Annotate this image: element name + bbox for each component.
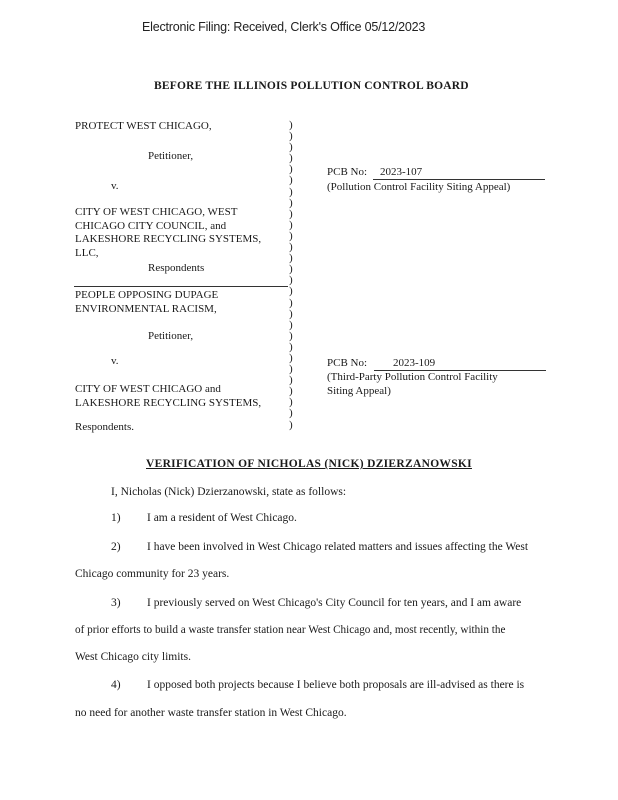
case1-respondent-label: Respondents [148,262,205,274]
item-line: I have been involved in West Chicago related matters and issues affecting the West [147,541,529,553]
case1-respondent-line: CHICAGO CITY COUNCIL, and [75,219,227,232]
case1-respondents [75,206,285,260]
verification-intro: I, Nicholas (Nick) Dzierzanowski, state as follows: [111,486,347,498]
item-line: West Chicago city limits. [75,651,191,663]
item-number: 2) [111,541,121,553]
filing-stamp: Electronic Filing: Received, Clerk's Office 05/12/2023 [142,20,426,34]
item-number: 1) [111,512,121,524]
case2-appeal-line: Siting Appeal) [327,384,391,397]
item-line: Chicago community for 23 years. [75,568,230,580]
case2-respondent-line: LAKESHORE RECYCLING SYSTEMS, [75,396,262,409]
case2-petitioner-line: PEOPLE OPPOSING DUPAGE [75,289,219,301]
case1-pcb-number: 2023-107 [380,166,423,178]
case2-petitioner-label: Petitioner, [148,330,194,342]
case2-appeal-line: (Third-Party Pollution Control Facility [327,371,498,383]
case1-respondent-line: LLC, [75,246,99,259]
verification-title: VERIFICATION OF NICHOLAS (NICK) DZIERZANOWSKI [146,458,472,470]
item-line: I previously served on West Chicago's City Council for ten years, and I am aware [147,597,522,609]
item-line: I opposed both projects because I believe both proposals are ill-advised as there is [147,679,525,691]
case2-respondent-label: Respondents. [75,421,134,433]
item-number: 3) [111,597,121,609]
board-heading: BEFORE THE ILLINOIS POLLUTION CONTROL BOARD [154,80,469,92]
case1-petitioner-name: PROTECT WEST CHICAGO, [75,120,212,132]
case1-appeal-type: (Pollution Control Facility Siting Appeal) [327,181,511,193]
case1-respondent-line: CITY OF WEST CHICAGO, WEST [75,206,238,218]
case1-respondent-line: LAKESHORE RECYCLING SYSTEMS, [75,233,262,245]
item-line: of prior efforts to build a waste transfer station near West Chicago and, most recently, within the [75,624,506,636]
case2-respondent-line: CITY OF WEST CHICAGO and [75,383,221,395]
case2-pcb-label: PCB No: [327,357,368,369]
case2-versus: v. [111,355,119,367]
case1-petitioner-label: Petitioner, [148,150,194,162]
case2-respondents [75,383,285,410]
caption-parentheses: ) ) ) ) ) ) ) ) ) ) ) ) ) ) ) ) ) ) ) ) ) ) ) ) ) ) ) ) [289,119,293,431]
case2-pcb-number: 2023-109 [393,357,436,369]
case2-petitioner [75,289,285,316]
case1-versus: v. [111,180,119,192]
item-line: I am a resident of West Chicago. [147,512,297,524]
case2-appeal-type [327,371,547,398]
item-line: no need for another waste transfer station in West Chicago. [75,707,347,719]
item-number: 4) [111,679,121,691]
case1-pcb-underline [373,179,545,180]
caption-divider [74,286,288,287]
case1-pcb-label: PCB No: [327,166,368,178]
case2-petitioner-line: ENVIRONMENTAL RACISM, [75,302,217,315]
